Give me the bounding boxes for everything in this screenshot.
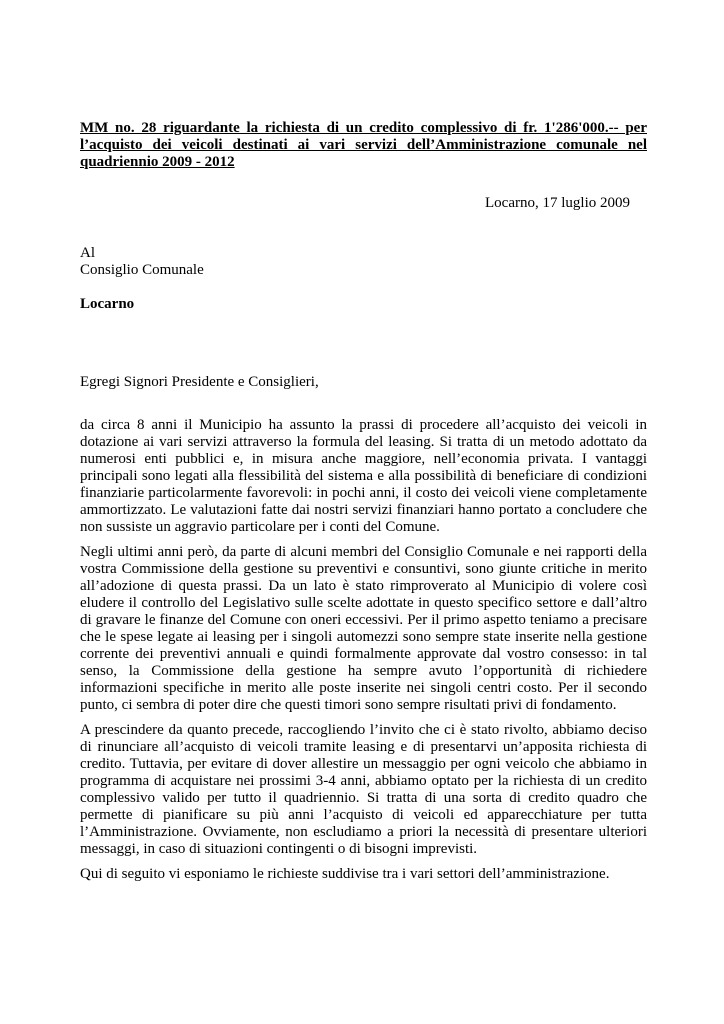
paragraph-1: da circa 8 anni il Municipio ha assunto la prassi di procedere all’acquisto dei veicoli in dotazione ai vari servizi attraverso la formula del leasing. Si tratta di un metodo adottato da numerosi enti pubblici e, in misura anche maggiore, nell’economia privata. I vantaggi principali sono legati alla flessibilità del sistema e alla possibilità di beneficiare di condizioni finanziarie particolarmente favorevoli: in pochi anni, il costo dei veicoli viene completamente ammortizzato. Le valutazioni fatte dai nostri servizi finanziari hanno portato a concludere che non sussiste un aggravio particolare per i conti del Comune. (80, 417, 647, 535)
paragraph-3: A prescindere da quanto precede, raccogliendo l’invito che ci è stato rivolto, abbiamo deciso di rinunciare all’acquisto di veicoli tramite leasing e di presentarvi un’apposita richiesta di credito. Tuttavia, per evitare di dover allestire un messaggio per ogni veicolo che abbiamo in programma di acquistare nei prossimi 3-4 anni, abbiamo optato per la richiesta di un credito complessivo valido per tutto il quadriennio. Si tratta di una sorta di credito quadro che permette di pianificare su più anni l’acquisto di veicoli ed apparecchiature per tutta l’Amministrazione. Ovviamente, non escludiamo a priori la necessità di presentare ulteriori messaggi, in caso di situazioni contingenti o di bisogni imprevisti. (80, 722, 647, 857)
salutation: Egregi Signori Presidente e Consiglieri, (80, 374, 319, 390)
body-text (80, 417, 647, 883)
subject-heading: MM no. 28 riguardante la richiesta di un credito complessivo di fr. 1'286'000.-- per l’acquisto dei veicoli destinati ai vari servizi dell’Amministrazione comunale nel quadriennio 2009 - 2012 (80, 120, 647, 170)
recipient-city: Locarno (80, 296, 135, 312)
document-page (80, 120, 647, 891)
recipient-block (80, 245, 647, 313)
paragraph-2: Negli ultimi anni però, da parte di alcuni membri del Consiglio Comunale e nei rapporti della vostra Commissione della gestione su preventivi e consuntivi, sono giunte critiche in merito all’adozione di questa prassi. Da un lato è stato rimproverato al Municipio di volere così eludere il controllo del Legislativo sulle scelte adottate in questo specifico settore e dall’altro di gravare le finanze del Comune con oneri eccessivi. Per il primo aspetto teniamo a precisare che le spese legate ai leasing per i singoli automezzi sono sempre state inserite nella gestione corrente dei preventivi annuali e quindi formalmente approvate dal vostro consesso: in tal senso, la Commissione della gestione ha sempre avuto l’opportunità di richiedere informazioni specifiche in merito alle poste inserite nei singoli centri costo. Per il secondo punto, ci sembra di poter dire che questi timori sono sempre risultati privi di fondamento. (80, 544, 647, 713)
recipient-line-1: Al (80, 245, 95, 261)
recipient-line-2: Consiglio Comunale (80, 262, 204, 278)
place-date: Locarno, 17 luglio 2009 (485, 195, 630, 211)
paragraph-4: Qui di seguito vi esponiamo le richieste suddivise tra i vari settori dell’amministrazione. (80, 866, 610, 882)
